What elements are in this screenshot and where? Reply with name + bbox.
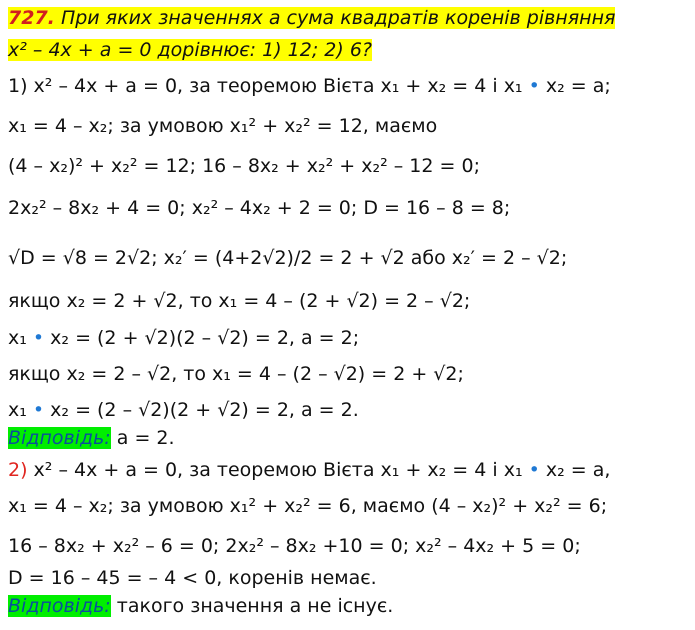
bullet-dot: •	[528, 459, 540, 481]
bullet-dot: •	[32, 327, 45, 349]
solution1-line-5: √D = √8 = 2√2; x₂′ = (4+2√2)/2 = 2 + √2 або x₂′ = 2 – √2;	[8, 247, 568, 269]
solution2-line-1-text: x² – 4x + a = 0, за теоремою Вієта x₁ + x₂ = 4 і x₁ • x₂ = a,	[27, 459, 611, 481]
solution1-line-2: x₁ = 4 – x₂; за умовою x₁² + x₂² = 12, маємо	[8, 115, 438, 137]
task-highlight	[8, 7, 615, 29]
solution1-line-7: x₁ • x₂ = (2 + √2)(2 – √2) = 2, a = 2;	[8, 327, 360, 349]
task-text-1: При яких значеннях a сума квадратів коренів рівняння	[60, 7, 616, 29]
task-text-2: x² – 4x + a = 0 дорівнює: 1) 12; 2) 6?	[8, 39, 372, 61]
solution1-line-9: x₁ • x₂ = (2 – √2)(2 + √2) = 2, a = 2.	[8, 399, 359, 421]
answer1-label: Відповідь:	[8, 427, 111, 449]
solution2-line-3: 16 – 8x₂ + x₂² – 6 = 0; 2x₂² – 8x₂ +10 = 0; x₂² – 4x₂ + 5 = 0;	[8, 535, 581, 557]
answer1	[8, 426, 175, 450]
solution2-line-2: x₁ = 4 – x₂; за умовою x₁² + x₂² = 6, маємо (4 – x₂)² + x₂² = 6;	[8, 495, 608, 517]
solution1-line-4: 2x₂² – 8x₂ + 4 = 0; x₂² – 4x₂ + 2 = 0; D = 16 – 8 = 8;	[8, 197, 511, 219]
solution2-line-4: D = 16 – 45 = – 4 < 0, коренів немає.	[8, 567, 377, 589]
answer1-text: a = 2.	[110, 427, 175, 449]
answer2	[8, 594, 393, 618]
task-number: 727.	[8, 7, 55, 29]
task-line-1	[8, 6, 615, 30]
answer2-text: такого значення a не існує.	[110, 595, 394, 617]
solution1-line-1: 1) x² – 4x + a = 0, за теоремою Вієта x₁ + x₂ = 4 і x₁ • x₂ = a;	[8, 75, 611, 97]
solution2-line-1	[8, 458, 610, 482]
part2-marker: 2)	[8, 459, 28, 481]
solution1-line-8: якщо x₂ = 2 – √2, то x₁ = 4 – (2 – √2) = 2 + √2;	[8, 363, 464, 385]
solution1-line-6: якщо x₂ = 2 + √2, то x₁ = 4 – (2 + √2) = 2 – √2;	[8, 290, 471, 312]
task-line-2	[8, 38, 372, 62]
bullet-dot: •	[528, 75, 540, 97]
bullet-dot: •	[32, 399, 45, 421]
answer2-label: Відповідь:	[8, 595, 111, 617]
solution1-line-3: (4 – x₂)² + x₂² = 12; 16 – 8x₂ + x₂² + x₂² – 12 = 0;	[8, 155, 480, 177]
